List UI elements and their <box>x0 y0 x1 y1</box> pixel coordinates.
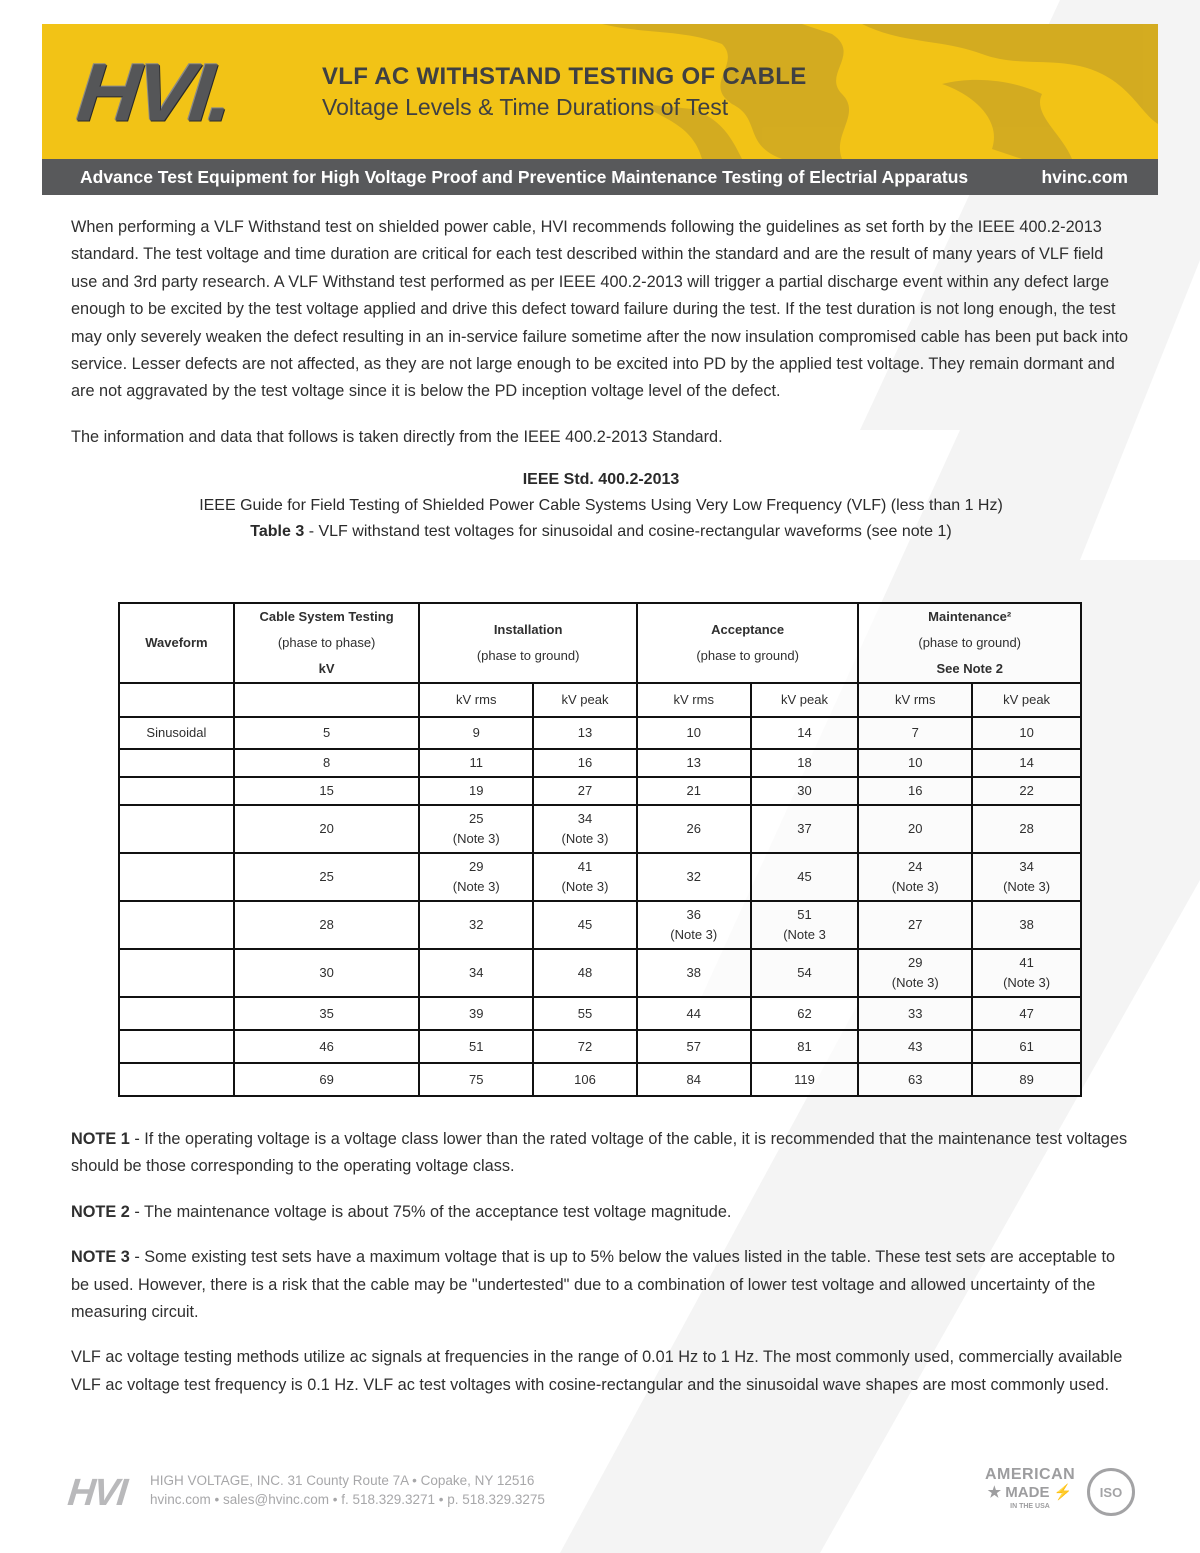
table-cell: 30 <box>751 777 859 805</box>
waveform-cell <box>119 853 234 901</box>
sub-install-peak: kV peak <box>533 683 637 717</box>
table-cell: 35 <box>234 997 420 1030</box>
standard-name: IEEE Std. 400.2-2013 <box>522 471 680 489</box>
table-cell: 21 <box>637 777 751 805</box>
table-cell: 62 <box>751 997 859 1030</box>
waveform-cell <box>119 749 234 777</box>
table-cell: 25 <box>234 853 420 901</box>
table-cell: 57 <box>637 1030 751 1063</box>
table-cell: 8 <box>234 749 420 777</box>
website-link[interactable]: hvinc.com <box>1041 167 1128 187</box>
table-cell: 45 <box>533 901 637 949</box>
table-cell: 61 <box>972 1030 1081 1063</box>
table-cell: 51 (Note 3 <box>751 901 859 949</box>
table-cell: 28 <box>234 901 420 949</box>
table-cell: 34 (Note 3) <box>533 805 637 853</box>
header-installation: Installation (phase to ground) <box>419 603 637 683</box>
table-cell: 46 <box>234 1030 420 1063</box>
table-cell: 39 <box>419 997 533 1030</box>
table-cell: 81 <box>751 1030 859 1063</box>
table-body <box>119 717 1081 1096</box>
sub-install-rms: kV rms <box>419 683 533 717</box>
table-cell: 22 <box>972 777 1081 805</box>
intro-section <box>71 214 1131 545</box>
table-cell: 29 (Note 3) <box>858 949 972 997</box>
table-cell: 45 <box>751 853 859 901</box>
table-cell: 20 <box>234 805 420 853</box>
table-cell: 16 <box>858 777 972 805</box>
table-cell: 51 <box>419 1030 533 1063</box>
header-acceptance: Acceptance (phase to ground) <box>637 603 859 683</box>
table-cell: 19 <box>419 777 533 805</box>
table-row <box>119 1063 1081 1096</box>
table-cell: 41 (Note 3) <box>972 949 1081 997</box>
table-row <box>119 805 1081 853</box>
note-2: NOTE 2 - The maintenance voltage is about 75% of the acceptance test voltage magnitude. <box>71 1202 732 1221</box>
sub-accept-rms: kV rms <box>637 683 751 717</box>
table-cell: 14 <box>972 749 1081 777</box>
table-label: Table 3 <box>250 523 305 541</box>
table-cell: 10 <box>637 717 751 749</box>
table-cell: 37 <box>751 805 859 853</box>
table-cell: 5 <box>234 717 420 749</box>
table-cell: 38 <box>972 901 1081 949</box>
table-cell: 41 (Note 3) <box>533 853 637 901</box>
table-cell: 34 <box>419 949 533 997</box>
table-row <box>119 997 1081 1030</box>
table-row <box>119 1030 1081 1063</box>
note-1: NOTE 1 - If the operating voltage is a voltage class lower than the rated voltage of the cable, it is recommended that the maintenance test voltages should be those corresponding to the operating voltage class. <box>71 1130 1128 1176</box>
standard-heading <box>71 467 1131 545</box>
source-paragraph: The information and data that follows is taken directly from the IEEE 400.2-2013 Standard. <box>71 427 723 446</box>
table-cell: 15 <box>234 777 420 805</box>
table-cell: 89 <box>972 1063 1081 1096</box>
table-cell: 38 <box>637 949 751 997</box>
waveform-cell <box>119 805 234 853</box>
table-cell: 48 <box>533 949 637 997</box>
table-row <box>119 901 1081 949</box>
table-cell: 34 (Note 3) <box>972 853 1081 901</box>
header-cable-system: Cable System Testing (phase to phase) kV <box>234 603 420 683</box>
footer-contact-line: hvinc.com • sales@hvinc.com • f. 518.329.3271 • p. 518.329.3275 <box>150 1492 545 1507</box>
table-cell: 27 <box>858 901 972 949</box>
footer-hvi-logo: HVI <box>65 1472 128 1514</box>
waveform-cell <box>119 949 234 997</box>
table-cell: 13 <box>637 749 751 777</box>
table-cell: 54 <box>751 949 859 997</box>
table-cell: 106 <box>533 1063 637 1096</box>
table-cell: 25 (Note 3) <box>419 805 533 853</box>
closing-paragraph: VLF ac voltage testing methods utilize ac signals at frequencies in the range of 0.01 Hz to 1 Hz. The most commonly used, commercially available VLF ac voltage test frequency is 0.1 Hz. VLF ac test voltages with cosine-rectangular and the sinusoidal wave shapes are most commonly used. <box>71 1348 1123 1394</box>
table-cell: 24 (Note 3) <box>858 853 972 901</box>
table-cell: 14 <box>751 717 859 749</box>
table-cell: 13 <box>533 717 637 749</box>
table-row <box>119 777 1081 805</box>
sub-maint-rms: kV rms <box>858 683 972 717</box>
standard-guide-title: IEEE Guide for Field Testing of Shielded Power Cable Systems Using Very Low Frequency (VLF) (less than 1 Hz) <box>199 497 1003 515</box>
table-header-row <box>119 603 1081 683</box>
table-cell: 36 (Note 3) <box>637 901 751 949</box>
table-cell: 44 <box>637 997 751 1030</box>
waveform-cell <box>119 997 234 1030</box>
table-cell: 18 <box>751 749 859 777</box>
waveform-cell <box>119 1063 234 1096</box>
table-cell: 27 <box>533 777 637 805</box>
table-caption-text: - VLF withstand test voltages for sinusoidal and cosine-rectangular waveforms (see note 1) <box>304 523 952 541</box>
table-cell: 26 <box>637 805 751 853</box>
note-3: NOTE 3 - Some existing test sets have a maximum voltage that is up to 5% below the values listed in the table. These test sets are acceptable to be used. However, there is a risk that the cable may be "undertested" due to a combination of lower test voltage and allowed uncertainty of the measuring circuit. <box>71 1248 1116 1322</box>
header-maintenance: Maintenance² (phase to ground) See Note 2 <box>858 603 1081 683</box>
table-row <box>119 717 1081 749</box>
table-cell: 119 <box>751 1063 859 1096</box>
page-title: VLF AC WITHSTAND TESTING OF CABLE <box>322 63 807 90</box>
table-cell: 84 <box>637 1063 751 1096</box>
waveform-cell <box>119 1030 234 1063</box>
waveform-cell <box>119 901 234 949</box>
notes-section <box>71 1126 1131 1417</box>
table-cell: 28 <box>972 805 1081 853</box>
table-cell: 75 <box>419 1063 533 1096</box>
table-cell: 7 <box>858 717 972 749</box>
american-made-badge: AMERICAN ★ MADE ⚡ IN THE USA <box>985 1466 1076 1510</box>
table-cell: 10 <box>858 749 972 777</box>
table-cell: 16 <box>533 749 637 777</box>
table-cell: 32 <box>637 853 751 901</box>
vlf-voltage-table <box>118 602 1082 1097</box>
table-row <box>119 749 1081 777</box>
sub-maint-peak: kV peak <box>972 683 1081 717</box>
hvi-logo: HVI. <box>73 47 235 139</box>
sub-accept-peak: kV peak <box>751 683 859 717</box>
table-cell: 32 <box>419 901 533 949</box>
table-cell: 11 <box>419 749 533 777</box>
header-waveform: Waveform <box>119 603 234 683</box>
table-cell: 69 <box>234 1063 420 1096</box>
footer-contact <box>150 1471 545 1509</box>
table-row <box>119 853 1081 901</box>
iso-certification-badge: ISO <box>1087 1468 1135 1516</box>
table-cell: 55 <box>533 997 637 1030</box>
intro-paragraph: When performing a VLF Withstand test on shielded power cable, HVI recommends following the guidelines as set forth by the IEEE 400.2-2013 standard. The test voltage and time duration are critical for each test described within the standard and are the result of many years of VLF field use and 3rd party research. A VLF Withstand test performed as per IEEE 400.2-2013 will trigger a partial discharge event within any defect large enough to be excited by the test voltage applied and drive this defect toward failure during the test. If the test duration is not long enough, the test may only severely weaken the defect resulting in an in-service failure sometime after the now insulation compromised cable has been put back into service. Lesser defects are not affected, as they are not large enough to be excited into PD by the applied test voltage. They remain dormant and are not aggravated by the test voltage since it is below the PD inception voltage level of the defect. <box>71 218 1129 401</box>
table-cell: 47 <box>972 997 1081 1030</box>
waveform-cell <box>119 777 234 805</box>
table-caption <box>71 519 1131 545</box>
table-cell: 30 <box>234 949 420 997</box>
tagline-text: Advance Test Equipment for High Voltage Proof and Preventice Maintenance Testing of Electrial Apparatus <box>80 167 969 187</box>
footer-address: HIGH VOLTAGE, INC. 31 County Route 7A • Copake, NY 12516 <box>150 1473 535 1488</box>
table-cell: 10 <box>972 717 1081 749</box>
table-cell: 43 <box>858 1030 972 1063</box>
header-banner <box>42 24 1158 159</box>
waveform-cell: Sinusoidal <box>119 717 234 749</box>
tagline-strip <box>42 159 1158 195</box>
page-subtitle: Voltage Levels & Time Durations of Test <box>322 94 729 120</box>
table-cell: 72 <box>533 1030 637 1063</box>
table-cell: 9 <box>419 717 533 749</box>
table-cell: 20 <box>858 805 972 853</box>
table-row <box>119 949 1081 997</box>
table-cell: 29 (Note 3) <box>419 853 533 901</box>
table-cell: 63 <box>858 1063 972 1096</box>
table-cell: 33 <box>858 997 972 1030</box>
table-subheader-row <box>119 683 1081 717</box>
